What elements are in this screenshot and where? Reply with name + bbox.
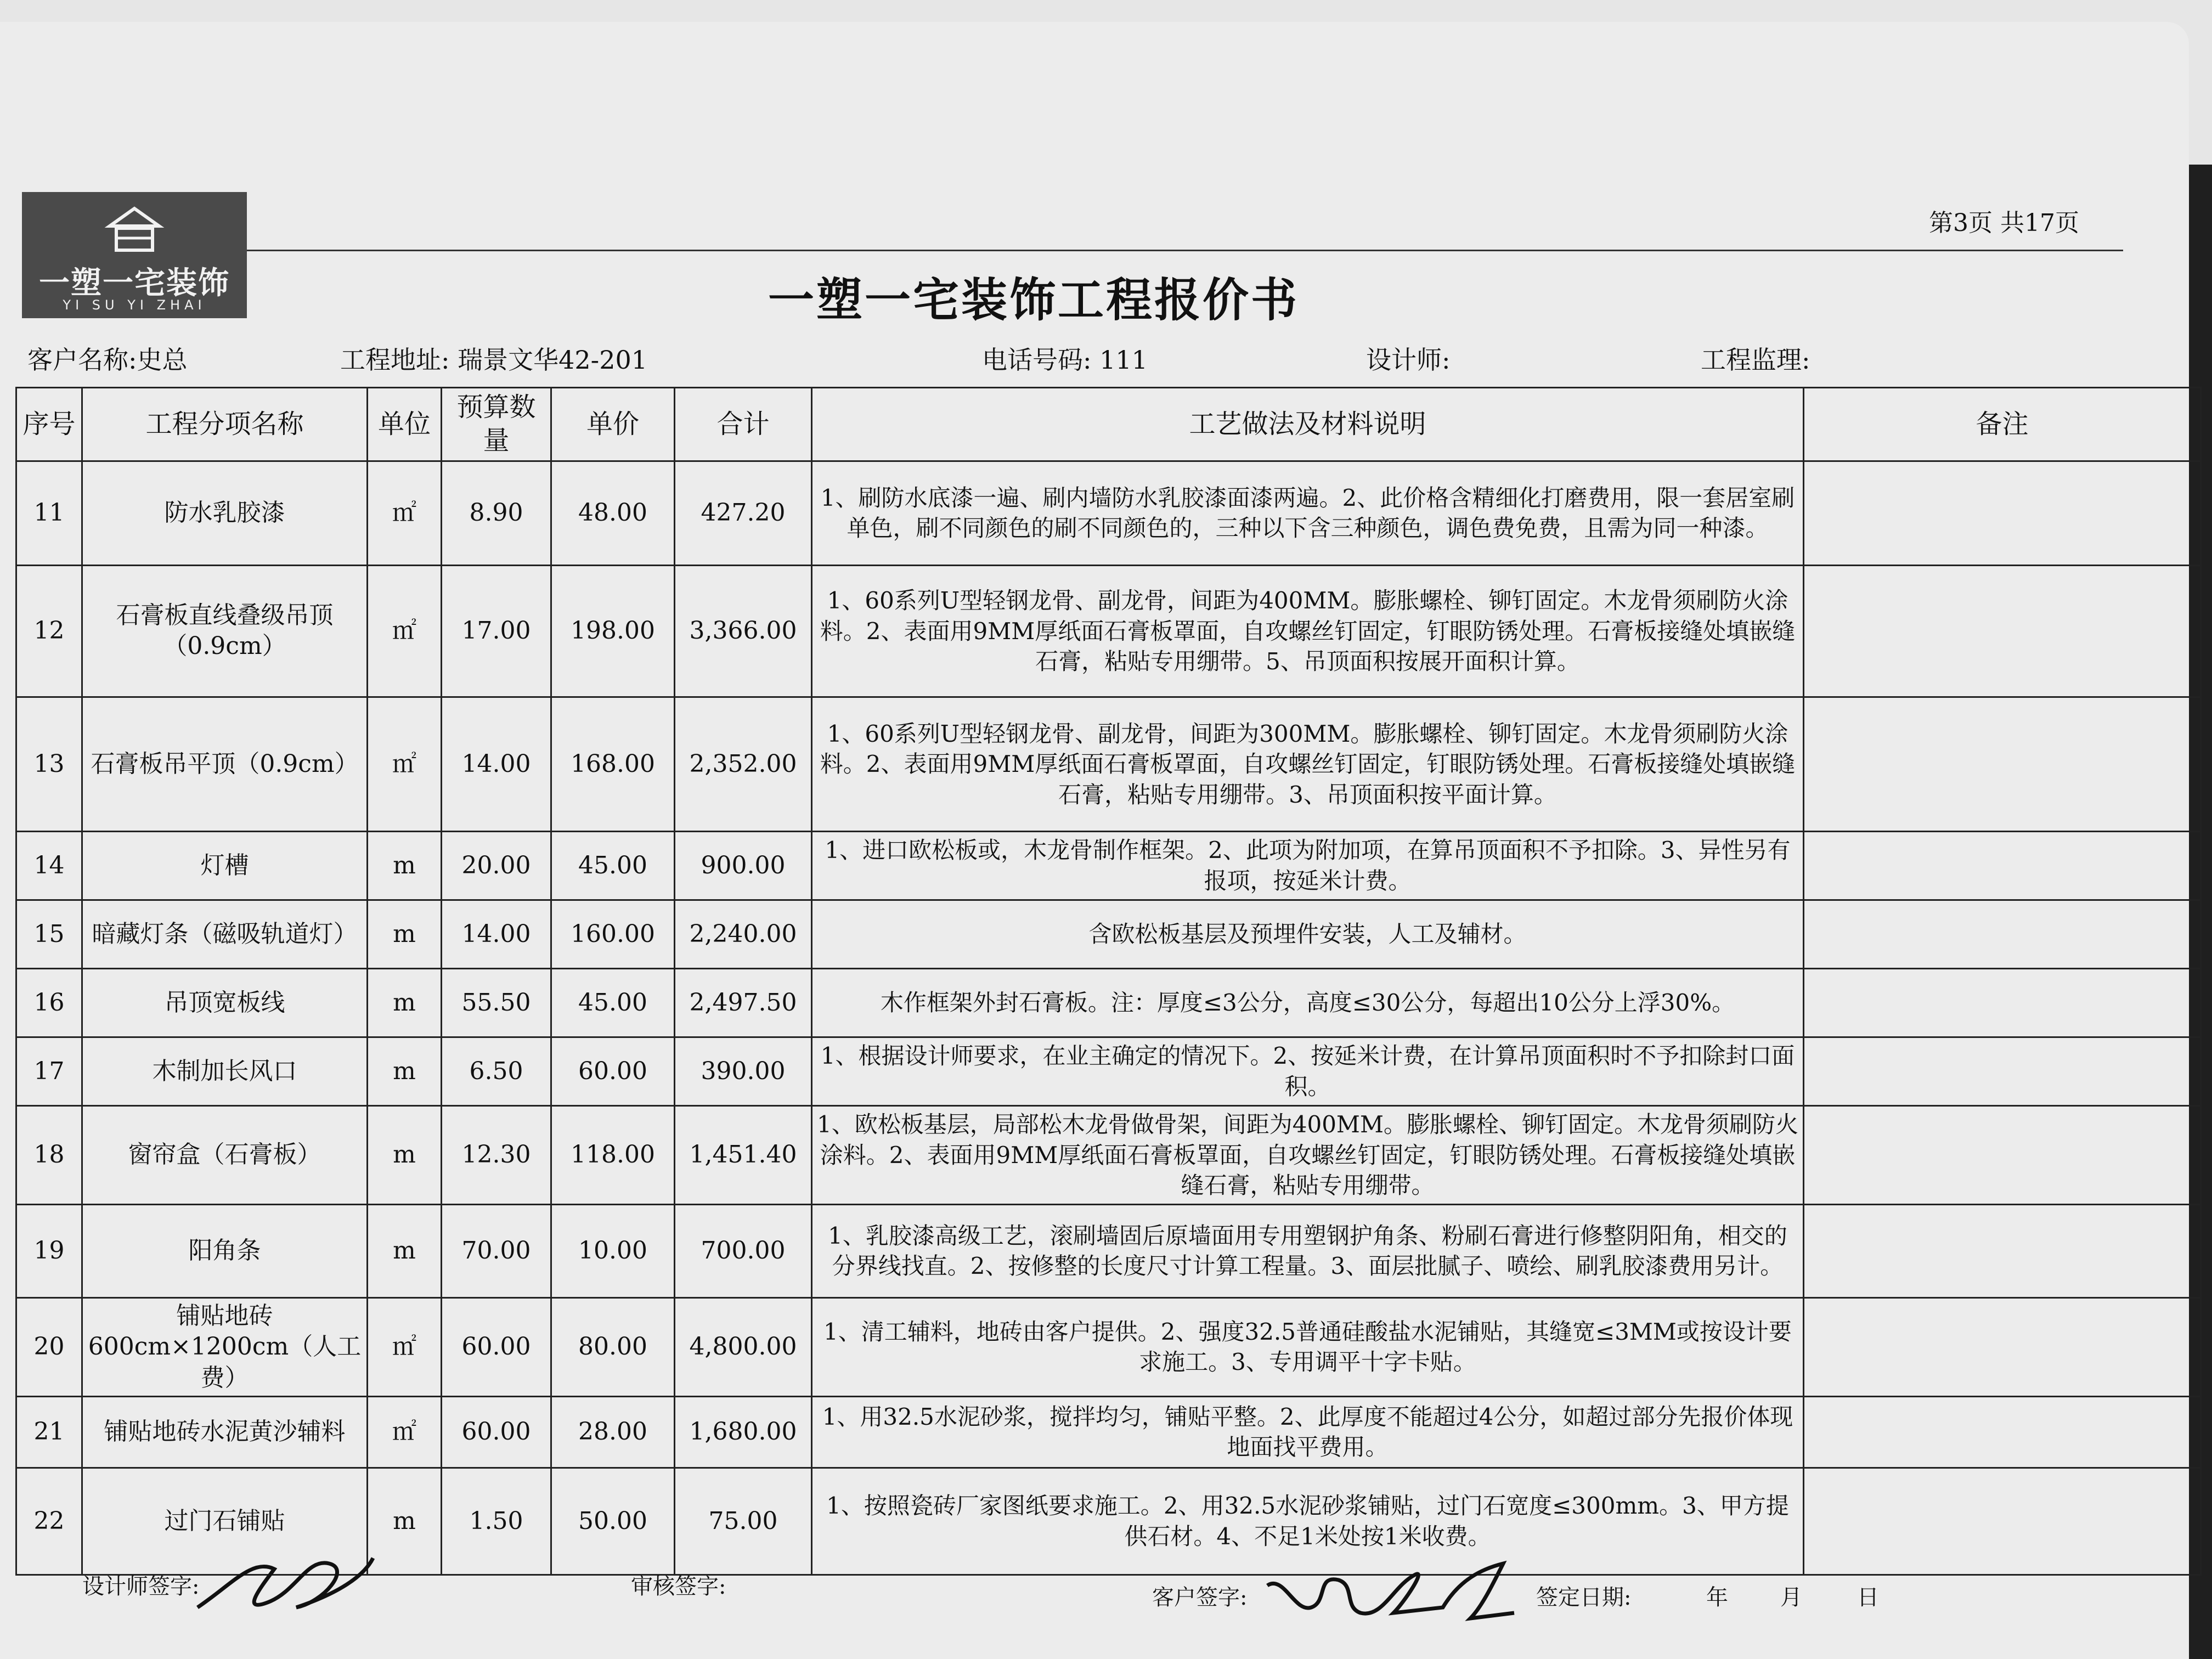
item-name: 吊顶宽板线 [82,968,368,1037]
header-rule [247,250,2123,251]
item-total: 2,240.00 [675,900,812,968]
item-unit: m [368,1468,442,1575]
col-header-no: 序号 [16,388,82,461]
company-logo [22,192,247,318]
row-number: 13 [16,697,82,831]
item-name: 铺贴地砖水泥黄沙辅料 [82,1396,368,1468]
item-note [1804,1037,2201,1105]
item-note [1804,831,2201,900]
phone-number: 电话号码: 111 [982,345,1148,375]
table-row [16,697,2201,831]
logo-subtitle: YI SU YI ZHAI [63,297,206,313]
row-number: 11 [16,461,82,565]
item-name: 石膏板吊平顶（0.9cm） [82,697,368,831]
date-day: 日 [1857,1585,1879,1610]
document-title: 一塑一宅装饰工程报价书 [768,273,1300,327]
item-name: 防水乳胶漆 [82,461,368,565]
item-unit-price: 160.00 [551,900,675,968]
item-total: 1,680.00 [675,1396,812,1468]
col-header-desc: 工艺做法及材料说明 [812,388,1804,461]
item-unit: m [368,1204,442,1297]
row-number: 19 [16,1204,82,1297]
item-name: 木制加长风口 [82,1037,368,1105]
page-indicator: 第3页 共17页 [1929,209,2079,237]
item-note [1804,1468,2201,1575]
item-total: 390.00 [675,1037,812,1105]
item-total: 2,497.50 [675,968,812,1037]
table-row [16,1037,2201,1105]
item-unit: ㎡ [368,1297,442,1396]
row-number: 17 [16,1037,82,1105]
col-header-name: 工程分项名称 [82,388,368,461]
item-description: 1、根据设计师要求，在业主确定的情况下。2、按延米计费，在计算吊顶面积时不予扣除封口面积。 [812,1037,1804,1105]
row-number: 21 [16,1396,82,1468]
row-number: 14 [16,831,82,900]
item-note [1804,1204,2201,1297]
item-quantity: 20.00 [442,831,551,900]
item-unit: m [368,1105,442,1204]
item-quantity: 12.30 [442,1105,551,1204]
item-total: 2,352.00 [675,697,812,831]
table-row [16,1204,2201,1297]
customer-signature [1262,1553,1520,1629]
item-note [1804,1396,2201,1468]
designer-field: 设计师: [1366,345,1451,375]
item-note [1804,1297,2201,1396]
quote-page [0,22,2189,1659]
item-quantity: 60.00 [442,1396,551,1468]
item-unit-price: 28.00 [551,1396,675,1468]
item-name: 铺贴地砖600cm×1200cm（人工费） [82,1297,368,1396]
sign-date-label: 签定日期: [1536,1585,1632,1610]
item-unit: m [368,900,442,968]
col-header-unit: 单位 [368,388,442,461]
item-name: 窗帘盒（石膏板） [82,1105,368,1204]
table-row [16,968,2201,1037]
table-row [16,1297,2201,1396]
row-number: 12 [16,565,82,697]
designer-signature-label: 设计师签字: [82,1574,200,1599]
item-quantity: 1.50 [442,1468,551,1575]
supervisor-field: 工程监理: [1701,345,1810,375]
table-header-row [16,388,2201,461]
item-total: 4,800.00 [675,1297,812,1396]
item-quantity: 6.50 [442,1037,551,1105]
item-quantity: 14.00 [442,697,551,831]
item-note [1804,900,2201,968]
item-unit-price: 50.00 [551,1468,675,1575]
col-header-total: 合计 [675,388,812,461]
item-unit: ㎡ [368,1396,442,1468]
designer-signature [187,1536,384,1624]
table-row [16,1105,2201,1204]
item-description: 木作框架外封石膏板。注：厚度≤3公分，高度≤30公分，每超出10公分上浮30%。 [812,968,1804,1037]
table-row [16,900,2201,968]
item-unit: m [368,831,442,900]
item-quantity: 8.90 [442,461,551,565]
table-body [16,461,2201,1575]
item-unit-price: 168.00 [551,697,675,831]
date-month: 月 [1780,1585,1802,1610]
item-total: 900.00 [675,831,812,900]
table-row [16,461,2201,565]
item-quantity: 70.00 [442,1204,551,1297]
row-number: 20 [16,1297,82,1396]
item-name: 过门石铺贴 [82,1468,368,1575]
item-name: 阳角条 [82,1204,368,1297]
item-quantity: 55.50 [442,968,551,1037]
customer-signature-label: 客户签字: [1152,1585,1248,1610]
item-unit: m [368,968,442,1037]
item-name: 暗藏灯条（磁吸轨道灯） [82,900,368,968]
item-unit-price: 10.00 [551,1204,675,1297]
item-total: 427.20 [675,461,812,565]
item-description: 1、刷防水底漆一遍、刷内墙防水乳胶漆面漆两遍。2、此价格含精细化打磨费用，限一套居室刷单色，刷不同颜色的刷不同颜色的，三种以下含三种颜色，调色费免费，且需为同一种漆。 [812,461,1804,565]
item-unit: m [368,1037,442,1105]
item-unit: ㎡ [368,461,442,565]
item-note [1804,1105,2201,1204]
item-description: 1、60系列U型轻钢龙骨、副龙骨，间距为400MM。膨胀螺栓、铆钉固定。木龙骨须刷防火涂料。2、表面用9MM厚纸面石膏板罩面，自攻螺丝钉固定，钉眼防锈处理。石膏板接缝处填嵌缝石膏，粘贴专用绷带。5、吊顶面积按展开面积计算。 [812,565,1804,697]
item-description: 1、按照瓷砖厂家图纸要求施工。2、用32.5水泥砂浆铺贴，过门石宽度≤300mm。3、甲方提供石材。4、不足1米处按1米收费。 [812,1468,1804,1575]
table-row [16,831,2201,900]
item-total: 75.00 [675,1468,812,1575]
item-description: 1、用32.5水泥砂浆，搅拌均匀，铺贴平整。2、此厚度不能超过4公分，如超过部分先报价体现地面找平费用。 [812,1396,1804,1468]
quote-table [15,387,2202,1576]
col-header-qty: 预算数量 [442,388,551,461]
item-note [1804,461,2201,565]
item-description: 含欧松板基层及预埋件安装，人工及辅材。 [812,900,1804,968]
item-unit-price: 48.00 [551,461,675,565]
logo-name: 一塑一宅装饰 [39,266,230,301]
item-unit-price: 118.00 [551,1105,675,1204]
item-name: 灯槽 [82,831,368,900]
item-quantity: 17.00 [442,565,551,697]
item-note [1804,565,2201,697]
row-number: 22 [16,1468,82,1575]
item-description: 1、清工辅料，地砖由客户提供。2、强度32.5普通硅酸盐水泥铺贴，其缝宽≤3MM或按设计要求施工。3、专用调平十字卡贴。 [812,1297,1804,1396]
item-unit-price: 60.00 [551,1037,675,1105]
customer-name: 客户名称:史总 [27,345,188,375]
row-number: 16 [16,968,82,1037]
item-total: 700.00 [675,1204,812,1297]
item-unit-price: 198.00 [551,565,675,697]
col-header-note: 备注 [1804,388,2201,461]
review-signature-label: 审核签字: [631,1574,726,1599]
item-unit: ㎡ [368,697,442,831]
item-unit: ㎡ [368,565,442,697]
item-description: 1、进口欧松板或，木龙骨制作框架。2、此项为附加项，在算吊顶面积不予扣除。3、异性另有报项，按延米计费。 [812,831,1804,900]
item-total: 3,366.00 [675,565,812,697]
item-note [1804,968,2201,1037]
table-row [16,1396,2201,1468]
item-unit-price: 45.00 [551,831,675,900]
item-description: 1、乳胶漆高级工艺，滚刷墙固后原墙面用专用塑钢护角条、粉刷石膏进行修整阴阳角，相交的分界线找直。2、按修整的长度尺寸计算工程量。3、面层批腻子、喷绘、刷乳胶漆费用另计。 [812,1204,1804,1297]
item-total: 1,451.40 [675,1105,812,1204]
item-unit-price: 80.00 [551,1297,675,1396]
item-name: 石膏板直线叠级吊顶（0.9cm） [82,565,368,697]
item-unit-price: 45.00 [551,968,675,1037]
house-logo-icon [104,204,165,253]
table-row [16,565,2201,697]
item-description: 1、欧松板基层，局部松木龙骨做骨架，间距为400MM。膨胀螺栓、铆钉固定。木龙骨须刷防火涂料。2、表面用9MM厚纸面石膏板罩面，自攻螺丝钉固定，钉眼防锈处理。石膏板接缝处填嵌缝石膏，粘贴专用绷带。 [812,1105,1804,1204]
item-quantity: 60.00 [442,1297,551,1396]
row-number: 15 [16,900,82,968]
item-quantity: 14.00 [442,900,551,968]
project-address: 工程地址: 瑞景文华42-201 [340,345,647,375]
item-note [1804,697,2201,831]
col-header-price: 单价 [551,388,675,461]
row-number: 18 [16,1105,82,1204]
date-year: 年 [1706,1585,1728,1610]
item-description: 1、60系列U型轻钢龙骨、副龙骨，间距为300MM。膨胀螺栓、铆钉固定。木龙骨须刷防火涂料。2、表面用9MM厚纸面石膏板罩面，自攻螺丝钉固定，钉眼防锈处理。石膏板接缝处填嵌缝石膏，粘贴专用绷带。3、吊顶面积按平面计算。 [812,697,1804,831]
